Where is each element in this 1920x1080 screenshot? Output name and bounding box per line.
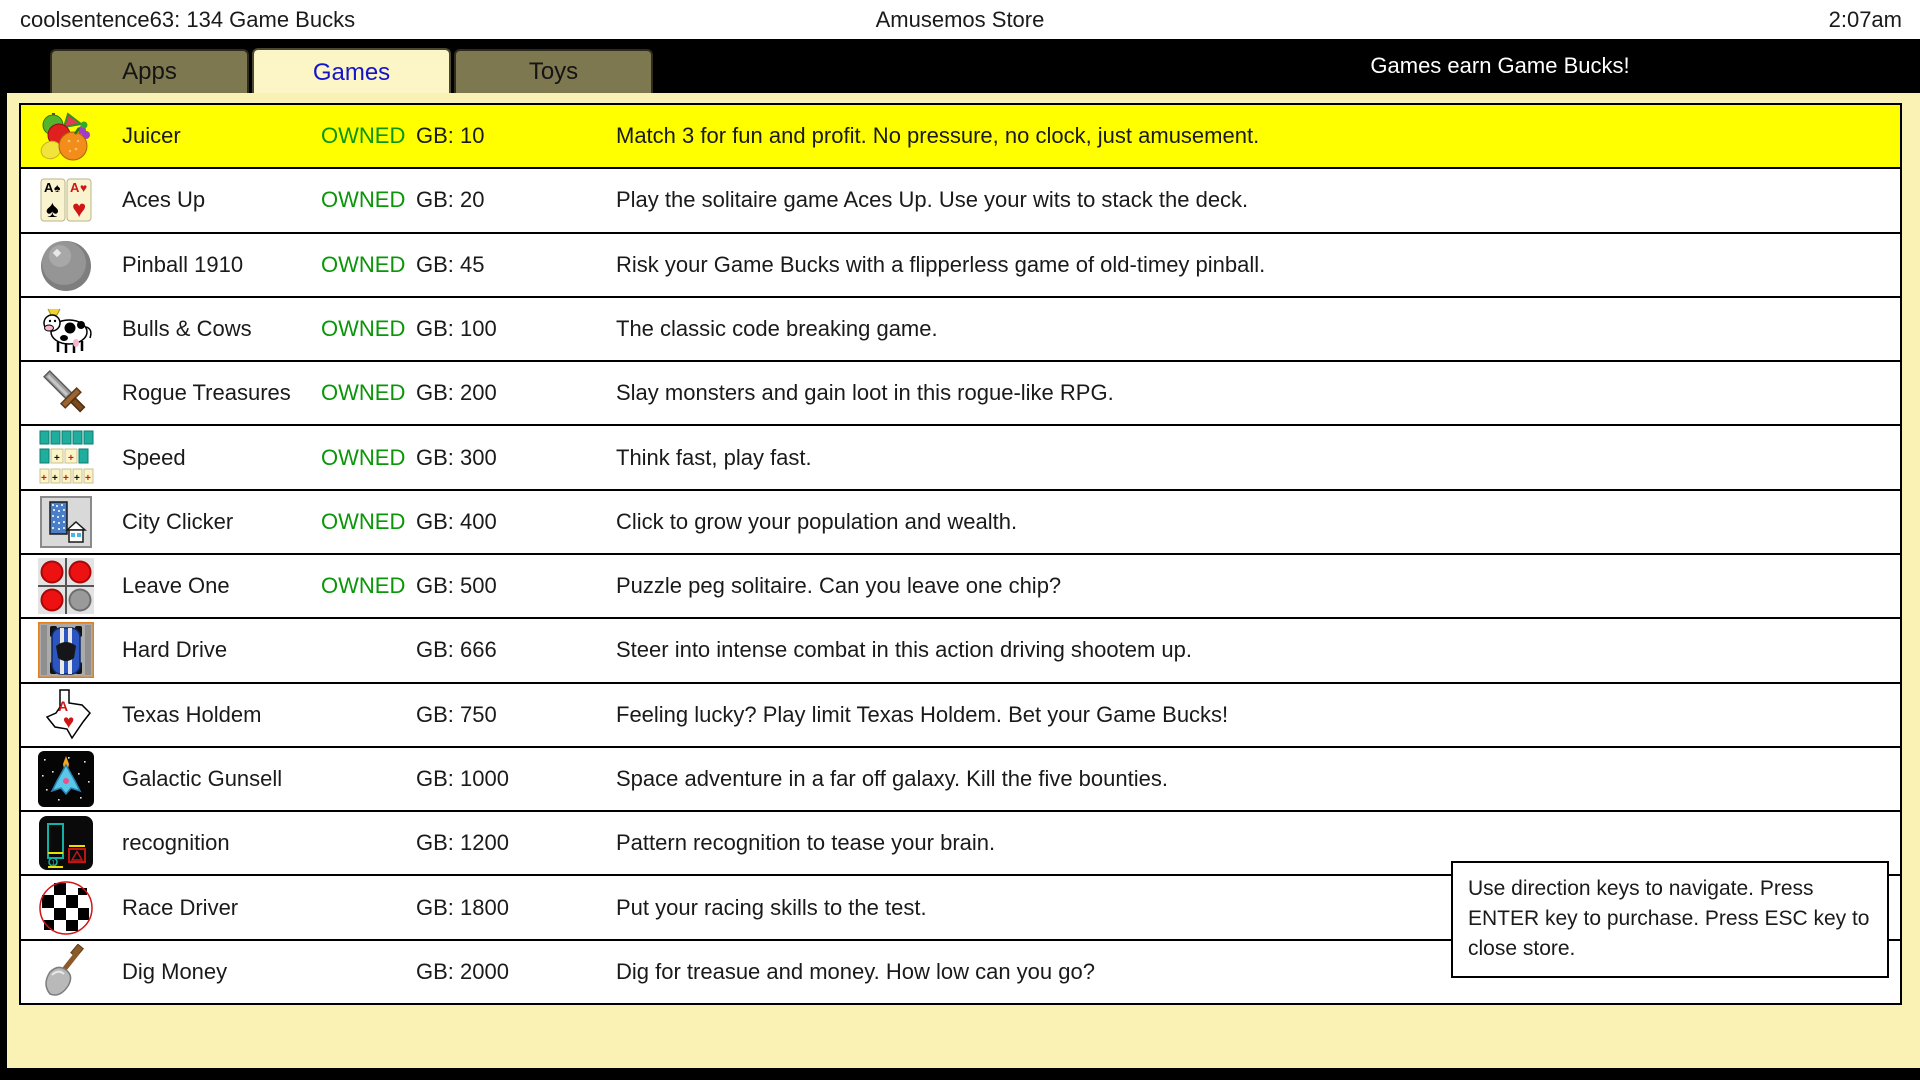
cow-icon [36,301,96,357]
svg-text:+: + [63,472,69,484]
game-row-leave-one[interactable] [21,555,1900,619]
texas-heart-icon [36,687,96,743]
game-description: Space adventure in a far off galaxy. Kill the five bounties. [616,765,1168,791]
game-name: recognition [122,830,230,856]
price-label: GB: 500 [416,573,497,599]
svg-text:+: + [74,472,80,484]
svg-text:♠: ♠ [54,181,61,196]
game-name: Texas Holdem [122,701,262,727]
game-row-pinball-1910[interactable] [21,234,1900,298]
svg-text:A: A [70,180,80,196]
promo-label: Games earn Game Bucks! [1370,53,1630,78]
sword-icon [36,365,96,421]
svg-text:♥: ♥ [80,181,88,196]
tooltip-text: Use direction keys to navigate. Press ENTER key to purchase. Press ESC key to close store. [1468,877,1870,960]
game-row-city-clicker[interactable] [21,491,1900,555]
owned-badge: OWNED [321,315,406,341]
game-name: Speed [122,444,186,470]
game-description: Put your racing skills to the test. [616,894,927,920]
fruits-icon [36,108,96,164]
pinball-ball-icon [36,237,96,293]
game-row-galactic-gunsell[interactable] [21,748,1900,812]
game-name: Galactic Gunsell [122,765,283,791]
owned-badge: OWNED [321,251,406,277]
svg-text:+: + [54,452,60,464]
tab-band [0,39,1920,93]
svg-text:+: + [41,472,47,484]
store-title: Amusemos Store [875,6,1045,32]
svg-text:A: A [58,697,69,714]
game-name: Dig Money [122,958,228,984]
game-description: Match 3 for fun and profit. No pressure, no clock, just amusement. [616,123,1260,149]
owned-badge: OWNED [321,573,406,599]
tab-games[interactable]: Games [252,48,451,95]
price-label: GB: 1200 [416,830,509,856]
pattern-screen-icon [36,815,96,871]
owned-badge: OWNED [321,380,406,406]
shovel-icon [36,944,96,1000]
game-description: Steer into intense combat in this action driving shootem up. [616,637,1192,663]
tab-bar [50,48,653,93]
price-label: GB: 1800 [416,894,509,920]
price-label: GB: 20 [416,187,485,213]
game-description: Dig for treasue and money. How low can you go? [616,958,1095,984]
game-row-aces-up[interactable] [21,169,1900,233]
city-buildings-icon [36,494,96,550]
price-label: GB: 45 [416,251,485,277]
game-description: Risk your Game Bucks with a flipperless game of old-timey pinball. [616,251,1266,277]
clock-label: 2:07am [1828,6,1902,32]
price-label: GB: 400 [416,508,497,534]
game-name: Hard Drive [122,637,228,663]
tab-toys[interactable]: Toys [454,49,653,93]
owned-badge: OWNED [321,123,406,149]
price-label: GB: 666 [416,637,497,663]
game-name: Race Driver [122,894,239,920]
top-status-bar [0,0,1920,39]
svg-text:♠: ♠ [46,196,59,224]
owned-badge: OWNED [321,444,406,470]
game-row-juicer[interactable] [21,105,1900,169]
race-car-icon [36,622,96,678]
game-description: Puzzle peg solitaire. Can you leave one chip? [616,573,1062,599]
price-label: GB: 750 [416,701,497,727]
game-description: Pattern recognition to tease your brain. [616,830,996,856]
game-row-rogue-treasures[interactable] [21,362,1900,426]
tab-apps[interactable]: Apps [50,49,249,93]
game-description: Click to grow your population and wealth. [616,508,1018,534]
game-row-hard-drive[interactable] [21,619,1900,683]
price-label: GB: 100 [416,315,497,341]
owned-badge: OWNED [321,187,406,213]
svg-text:♥: ♥ [63,711,75,733]
game-description: Play the solitaire game Aces Up. Use your wits to stack the deck. [616,187,1249,213]
speed-cards-icon [36,430,96,486]
game-description: Slay monsters and gain loot in this rogue-like RPG. [616,380,1114,406]
spaceship-icon [36,751,96,807]
peg-chips-icon [36,558,96,614]
game-name: Juicer [122,123,181,149]
game-description: The classic code breaking game. [616,315,938,341]
price-label: GB: 200 [416,380,497,406]
price-label: GB: 300 [416,444,497,470]
game-row-bulls-cows[interactable] [21,298,1900,362]
svg-text:+: + [68,452,74,464]
game-description: Think fast, play fast. [616,444,812,470]
game-row-speed[interactable] [21,426,1900,490]
price-label: GB: 10 [416,123,485,149]
game-name: Rogue Treasures [122,380,291,406]
game-name: City Clicker [122,508,234,534]
svg-text:1: 1 [51,860,56,868]
game-name: Leave One [122,573,230,599]
keyboard-help-tooltip [1451,861,1889,978]
game-name: Aces Up [122,187,206,213]
price-label: GB: 1000 [416,765,509,791]
owned-badge: OWNED [321,508,406,534]
svg-text:+: + [85,472,91,484]
game-name: Pinball 1910 [122,251,244,277]
user-bucks-label: coolsentence63: 134 Game Bucks [20,6,356,32]
svg-text:A: A [44,180,54,196]
checkered-flag-icon [36,880,96,936]
price-label: GB: 2000 [416,958,509,984]
svg-text:♥: ♥ [72,196,87,224]
game-name: Bulls & Cows [122,315,252,341]
svg-text:+: + [52,472,58,484]
game-row-texas-holdem[interactable] [21,684,1900,748]
aces-cards-icon [36,172,96,228]
game-description: Feeling lucky? Play limit Texas Holdem. Bet your Game Bucks! [616,701,1229,727]
